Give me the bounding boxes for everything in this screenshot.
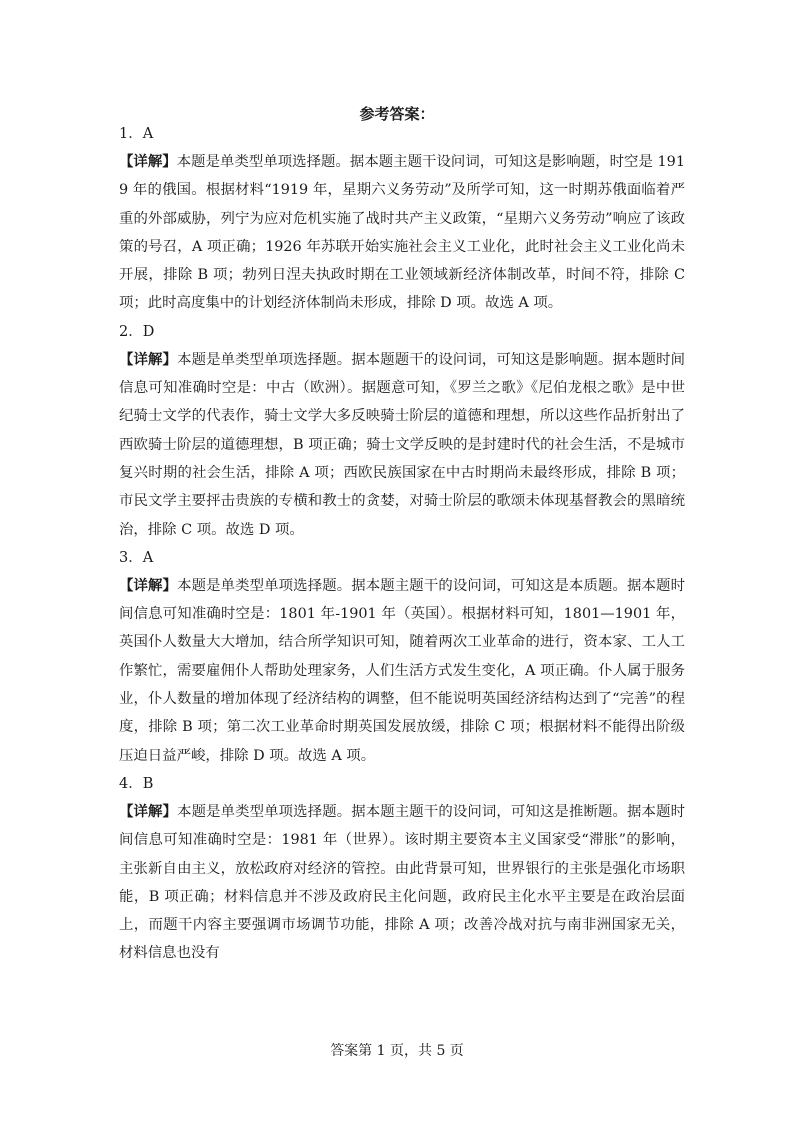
answer-item-1 [119,120,685,318]
question-number: 4．B [119,775,154,792]
answer-explanation [119,148,685,318]
page-footer: 答案第 1 页，共 5 页 [330,1043,464,1059]
explanation-label: 【详解】 [119,576,178,594]
question-number: 1．A [119,126,154,142]
explanation-label: 【详解】 [119,350,178,368]
explanation-text: 本题是单类型单项选择题。据本题主题干的设问词，可知这是推断题。据本题时间信息可知准确时空是：1981 年（世界）。该时期主要资本主义国家受“滞胀”的影响，主张新自由主义，放松政府对经济的管控。由此背景可知，世界银行的主张是强化市场职能，B 项正确；材料信息并不涉及政府民主化问题，政府民主化水平主要是在政治层面上，而题干内容主要强调市场调节功能，排除 A 项；改善冷战对抗与南非洲国家无关，材料信息也没有 [119,803,685,962]
explanation-text: 本题是单类型单项选择题。据本题题干的设问词，可知这是影响题。据本题时间信息可知准确时空是：中古（欧洲）。据题意可知，《罗兰之歌》《尼伯龙根之歌》是中世纪骑士文学的代表作，骑士文学大多反映骑士阶层的道德和理想，所以这些作品折射出了西欧骑士阶层的道德理想，B 项正确；骑士文学反映的是封建时代的社会生活，不是城市复兴时期的社会生活，排除 A 项；西欧民族国家在中古时期尚未最终形成，排除 B 项；市民文学主要抨击贵族的专横和教士的贪婪，对骑士阶层的歌颂未体现基督教会的黑暗统治，排除 C 项。故选 D 项。 [119,351,685,538]
answer-explanation [119,572,685,770]
answer-item-4 [119,770,685,968]
answer-explanation [119,346,685,544]
answer-list [119,120,685,968]
answer-explanation [119,798,685,968]
page-title: 参考答案： [359,105,435,123]
question-number: 3．A [119,549,154,566]
explanation-label: 【详解】 [119,802,178,820]
answer-item-3 [119,544,685,770]
explanation-text: 本题是单类型单项选择题。据本题主题干的设问词，可知这是本质题。据本题时间信息可知准确时空是：1801 年-1901 年（英国）。根据材料可知，1801—1901 年，英国仆人数量大大增加，结合所学知识可知，随着两次工业革命的进行，资本家、工人工作繁忙，需要雇佣仆人帮助处理家务，人们生活方式发生变化，A 项正确。仆人属于服务业，仆人数量的增加体现了经济结构的调整，但不能说明英国经济结构达到了“完善”的程度，排除 B 项；第二次工业革命时期英国发展放缓，排除 C 项；根据材料不能得出阶级压迫日益严峻，排除 D 项。故选 A 项。 [119,577,685,764]
explanation-text: 本题是单类型单项选择题。据本题主题干设问词，可知这是影响题，时空是 1919 年的俄国。根据材料“1919 年，星期六义务劳动”及所学可知，这一时期苏俄面临着严重的外部威胁，列宁为应对危机实施了战时共产主义政策，“星期六义务劳动”响应了该政策的号召，A 项正确；1926 年苏联开始实施社会主义工业化，此时社会主义工业化尚未开展，排除 B 项；勃列日涅夫执政时期在工业领域新经济体制改革，时间不符，排除 C 项；此时高度集中的计划经济体制尚未形成，排除 D 项。故选 A 项。 [119,154,685,312]
answer-item-2 [119,318,685,544]
question-number: 2．D [119,323,155,340]
explanation-label: 【详解】 [119,153,177,170]
